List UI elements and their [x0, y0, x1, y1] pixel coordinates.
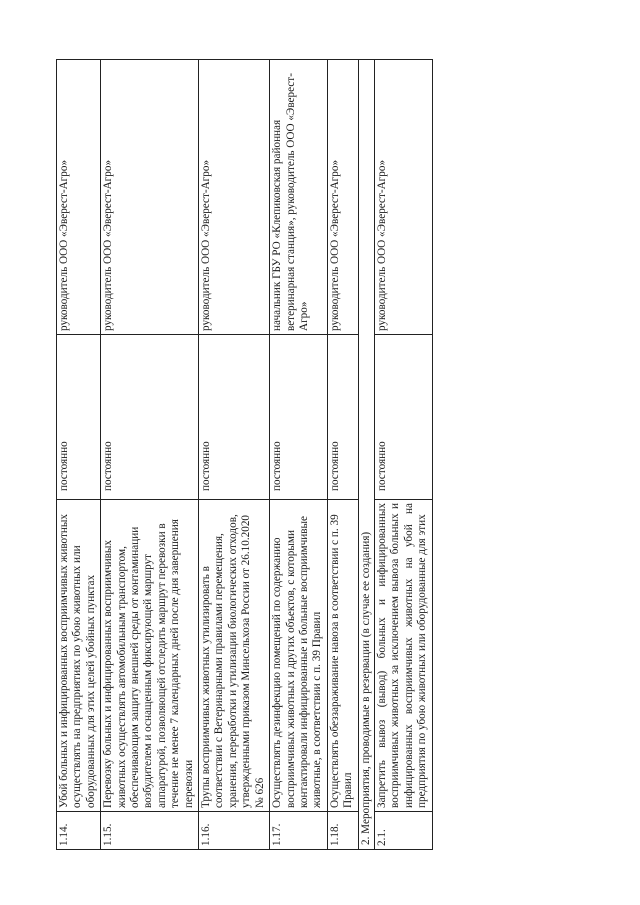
row-number: 1.17. [270, 812, 328, 850]
row-term: постоянно [199, 335, 270, 500]
table-row [270, 60, 328, 850]
table-row [374, 60, 432, 850]
row-number: 1.15. [101, 812, 199, 850]
section-header-row [358, 60, 374, 850]
table-row [57, 60, 101, 850]
row-term: постоянно [101, 335, 199, 500]
row-number: 1.16. [199, 812, 270, 850]
measures-table [56, 59, 433, 850]
row-number: 1.14. [57, 812, 101, 850]
row-responsible: руководитель ООО «Эверест-Агро» [374, 60, 432, 335]
section-title: 2. Мероприятия, проводимые в резервации (в случае ее создания) [358, 60, 374, 850]
row-responsible: руководитель ООО «Эверест-Агро» [199, 60, 270, 335]
row-responsible: руководитель ООО «Эверест-Агро» [101, 60, 199, 335]
row-number: 1.18. [327, 812, 358, 850]
row-action: Запретить вывоз (вывод) больных и инфицированных восприимчивых животных за исключением вывоза больных и инфицированных восприимчивых животных на убой на предприятия по убою животных или оборудованные для этих [374, 500, 432, 812]
row-action: Трупы восприимчивых животных утилизировать в соответствии с Ветеринарными правилами перемещения, хранения, переработки и утилизации биологических отходов, утвержденными приказом Минсельхоза России от 26.10.2020 № 626 [199, 500, 270, 812]
row-number: 2.1. [374, 812, 432, 850]
rotated-table-container [56, 60, 616, 850]
row-responsible: начальник ГБУ РО «Клепиковская районная ветеринарная станция», руководитель ООО «Эверест-Агро» [270, 60, 328, 335]
row-responsible: руководитель ООО «Эверест-Агро» [327, 60, 358, 335]
row-action: Перевозку больных и инфицированных восприимчивых животных осуществлять автомобильным транспортом, обеспечивающим защиту внешней среды от контаминации возбудителем и оснащенным фиксирующей маршрут аппаратурой, позволяющей отследить маршрут перевозки в течение не менее 7 календарных дней после дня завершения перевозки [101, 500, 199, 812]
row-action: Убой больных и инфицированных восприимчивых животных осуществлять на предприятиях по убою животных или оборудованных для этих целей убойных пунктах [57, 500, 101, 812]
row-action: Осуществлять дезинфекцию помещений по содержанию восприимчивых животных и других объектов, с которыми контактировали инфицированные и больные восприимчивые животные, в соответствии с п. 39 Правил [270, 500, 328, 812]
row-term: постоянно [270, 335, 328, 500]
table-row [327, 60, 358, 850]
row-term: постоянно [374, 335, 432, 500]
row-responsible: руководитель ООО «Эверест-Агро» [57, 60, 101, 335]
row-action: Осуществлять обеззараживание навоза в соответствии с п. 39 Правил [327, 500, 358, 812]
table-row [199, 60, 270, 850]
row-term: постоянно [327, 335, 358, 500]
table-row [101, 60, 199, 850]
row-term: постоянно [57, 335, 101, 500]
